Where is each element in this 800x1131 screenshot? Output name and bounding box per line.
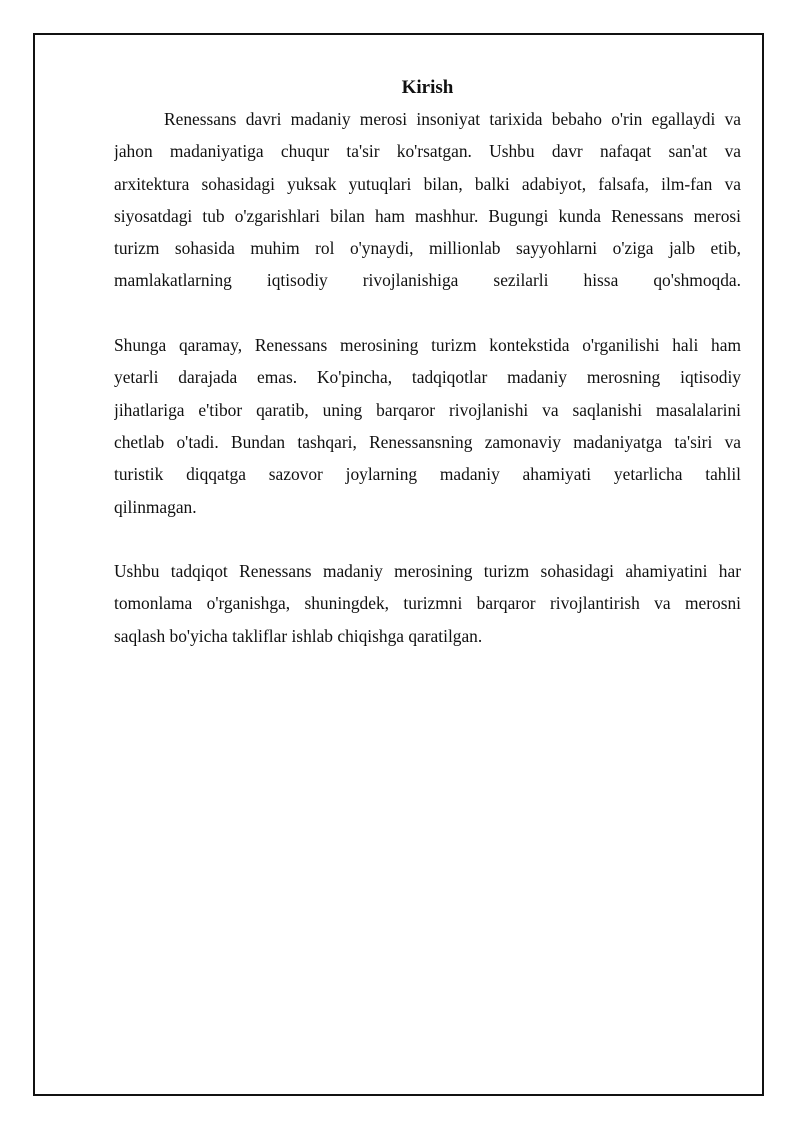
paragraph-3 bbox=[114, 555, 741, 652]
paragraph-1 bbox=[114, 103, 741, 297]
paragraph-line: siyosatdagi tub o'zgarishlari bilan ham mashhur. Bugungi kunda Renessans merosi bbox=[114, 205, 741, 226]
paragraph-line: turistik diqqatga sazovor joylarning madaniy ahamiyati yetarlicha tahlil bbox=[114, 464, 741, 485]
paragraph-line: yetarli darajada emas. Ko'pincha, tadqiqotlar madaniy merosning iqtisodiy bbox=[114, 367, 741, 388]
paragraph-line: arxitektura sohasidagi yuksak yutuqlari bilan, balki adabiyot, falsafa, ilm-fan va bbox=[114, 173, 741, 194]
paragraph-line: turizm sohasida muhim rol o'ynaydi, millionlab sayyohlarni o'ziga jalb etib, bbox=[114, 238, 741, 259]
paragraph-line: Shunga qaramay, Renessans merosining turizm kontekstida o'rganilishi hali ham bbox=[114, 335, 741, 356]
paragraph-line: tomonlama o'rganishga, shuningdek, turizmni barqaror rivojlantirish va merosni bbox=[114, 593, 741, 614]
paragraph-spacer bbox=[114, 297, 741, 329]
paragraph-line: qilinmagan. bbox=[114, 496, 197, 517]
paragraph-line: jihatlariga e'tibor qaratib, uning barqaror rivojlanishi va saqlanishi masalalarini bbox=[114, 399, 741, 420]
paragraph-spacer bbox=[114, 523, 741, 555]
paragraph-line: jahon madaniyatiga chuqur ta'sir ko'rsatgan. Ushbu davr nafaqat san'at va bbox=[114, 141, 741, 162]
paragraph-2 bbox=[114, 329, 741, 523]
paragraph-line: saqlash bo'yicha takliflar ishlab chiqishga qaratilgan. bbox=[114, 625, 483, 646]
paragraph-line: mamlakatlarning iqtisodiy rivojlanishiga sezilarli hissa qo'shmoqda. bbox=[114, 270, 741, 291]
document-body bbox=[114, 75, 741, 652]
document-title: Kirish bbox=[401, 77, 454, 98]
paragraph-line: chetlab o'tadi. Bundan tashqari, Renessansning zamonaviy madaniyatga ta'siri va bbox=[114, 431, 741, 452]
paragraph-line: Ushbu tadqiqot Renessans madaniy merosining turizm sohasidagi ahamiyatini har bbox=[114, 561, 741, 582]
paragraph-line: Renessans davri madaniy merosi insoniyat tarixida bebaho o'rin egallaydi va bbox=[164, 109, 741, 129]
